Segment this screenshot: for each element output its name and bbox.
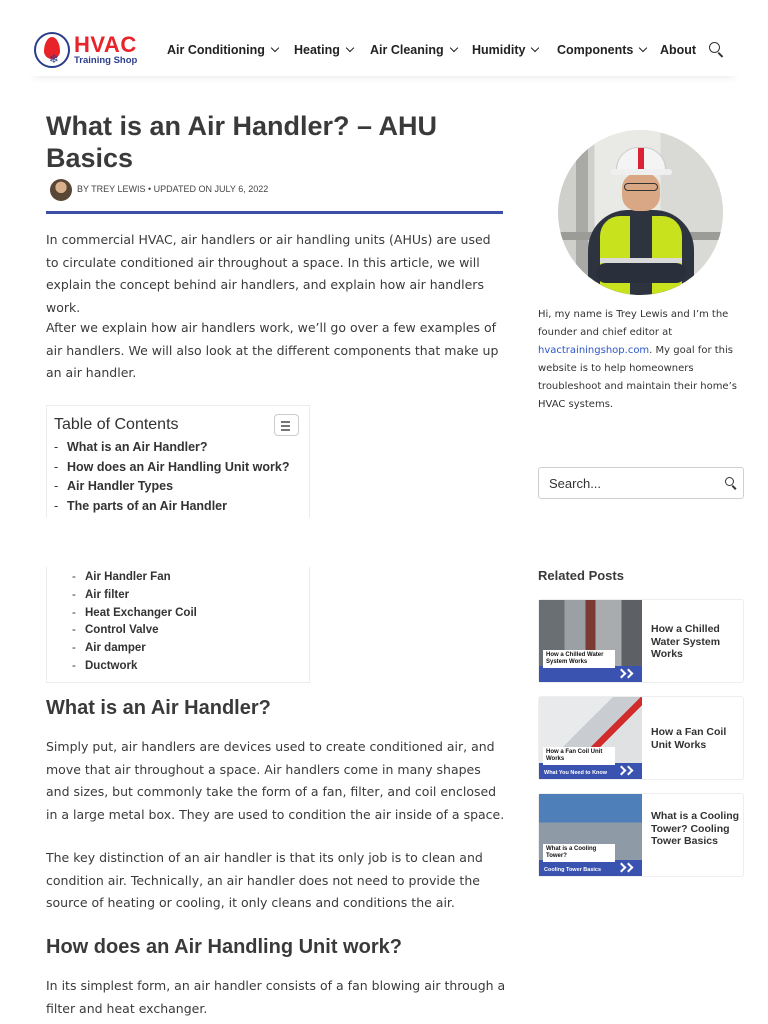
toc-link-label: What is an Air Handler? — [67, 440, 208, 454]
section-paragraph: The key distinction of an air handler is that its only job is to clean and condition air. Technically, an air handler does not need to provide the source of heating or cooling, it only cleans and conditions the air. — [46, 850, 483, 910]
toc-sublink-label: Air filter — [85, 588, 130, 601]
chevron-down-icon — [531, 44, 539, 52]
related-post-title: What is a Cooling Tower? Cooling Tower Basics — [651, 810, 740, 847]
related-post-card[interactable] — [538, 696, 744, 780]
nav-label: Air Cleaning — [370, 43, 444, 57]
toc-sublink-label: Ductwork — [85, 659, 138, 672]
intro-paragraph: In commercial HVAC, air handlers or air handling units (AHUs) are used to circulate conditioned air throughout a space. In this article, we will explain the concept behind air handlers, and explain how air handlers work. — [46, 232, 491, 315]
nav-item-about[interactable] — [660, 43, 696, 57]
toc-link-label: Air Handler Types — [67, 479, 174, 494]
toc-sublink[interactable]: - Heat Exchanger Coil — [72, 606, 197, 619]
toc-link[interactable]: - The parts of an Air Handler — [54, 499, 227, 514]
chevron-down-icon — [449, 44, 457, 52]
toc-link-label: How does an Air Handling Unit work? — [67, 459, 290, 474]
toc-list — [54, 438, 289, 517]
sidebar-search[interactable] — [538, 467, 744, 499]
table-of-contents — [46, 405, 310, 518]
related-post-title: How a Chilled Water System Works — [651, 623, 721, 660]
toc-sublist-box — [46, 567, 310, 683]
nav-label: Air Conditioning — [167, 43, 265, 57]
related-post-thumbnail — [539, 600, 642, 682]
site-logo[interactable] — [34, 32, 144, 72]
toc-sublink[interactable]: - Control Valve — [72, 624, 159, 637]
search-icon[interactable] — [725, 477, 737, 489]
toc-toggle-button[interactable] — [274, 414, 299, 436]
toc-sublist — [72, 569, 197, 676]
related-post-thumbnail — [539, 697, 642, 779]
title-divider — [46, 211, 503, 214]
toc-sublink-label: Control Valve — [85, 624, 159, 637]
thumbnail-subtitle: What You Need to Know — [544, 770, 608, 776]
search-icon[interactable] — [709, 42, 725, 58]
section-heading: What is an Air Handler? — [46, 697, 271, 719]
double-chevron-icon — [618, 766, 636, 776]
related-post-title: How a Fan Coil Unit Works — [651, 726, 727, 751]
toc-link[interactable]: - What is an Air Handler? — [54, 440, 208, 454]
logo-subtitle: Training Shop — [74, 55, 138, 66]
nav-label: About — [660, 43, 697, 57]
bio-text: Hi, my name is Trey Lewis and I’m the founder and chief editor at — [538, 309, 729, 338]
related-post-thumbnail — [539, 794, 642, 876]
chevron-down-icon — [271, 44, 279, 52]
byline-text: BY TREY LEWIS • UPDATED ON JULY 6, 2022 — [77, 184, 269, 194]
nav-item-air-conditioning[interactable] — [167, 43, 278, 57]
toc-sublink[interactable]: - Air filter — [72, 588, 130, 601]
toc-sublink-label: Air Handler Fan — [85, 571, 171, 583]
bio-text: . My goal for this website is to help homeowners troubleshoot and maintain their home’s HVAC systems. — [538, 345, 737, 410]
nav-label: Components — [557, 43, 634, 57]
toc-link-label: The parts of an Air Handler — [67, 499, 227, 514]
nav-item-components[interactable] — [557, 43, 646, 57]
nav-item-humidity[interactable] — [472, 43, 538, 57]
thumbnail-label: What is a Cooling Tower? — [543, 844, 615, 862]
related-post-card[interactable] — [538, 793, 744, 877]
double-chevron-icon — [618, 863, 636, 873]
thumbnail-label: How a Fan Coil Unit Works — [543, 747, 615, 765]
logo-badge — [34, 32, 70, 68]
toc-link[interactable]: - Air Handler Types — [54, 479, 174, 494]
related-post-card[interactable] — [538, 599, 744, 683]
toc-sublink[interactable]: - Ductwork — [72, 659, 138, 672]
toc-sublink[interactable]: - Air Handler Fan — [72, 571, 171, 583]
toc-link[interactable]: - How does an Air Handling Unit work? — [54, 459, 290, 474]
thumbnail-subtitle: Cooling Tower Basics — [544, 867, 602, 873]
toc-sublink-label: Air damper — [85, 642, 146, 655]
nav-item-air-cleaning[interactable] — [370, 43, 457, 57]
search-input[interactable]: Search... — [549, 476, 602, 491]
nav-label: Heating — [294, 43, 340, 57]
author-avatar — [50, 179, 72, 201]
author-bio — [538, 306, 743, 414]
article-title: What is an Air Handler? – AHU Basics — [46, 111, 438, 173]
double-chevron-icon — [618, 669, 636, 679]
site-header — [0, 0, 768, 100]
snowflake-icon: ❄ — [49, 52, 60, 66]
nav-item-heating[interactable] — [294, 43, 353, 57]
toc-title: Table of Contents — [54, 416, 179, 433]
section-paragraph: In its simplest form, an air handler consists of a fan blowing air through a filter and heat exchanger. — [46, 978, 506, 1016]
section-paragraph: Simply put, air handlers are devices used to create conditioned air, and move that air throughout a space. Air handlers come in many shapes and sizes, but commonly take the form of a fan, filter, and coil enclosed in a large metal box. They are used to condition the air inside of a space. — [46, 739, 505, 822]
site-link[interactable]: hvactrainingshop.com — [538, 345, 650, 356]
toc-sublink[interactable]: - Air damper — [72, 642, 146, 655]
chevron-down-icon — [346, 44, 354, 52]
chevron-down-icon — [639, 44, 647, 52]
logo-title: HVAC — [74, 32, 137, 57]
section-heading: How does an Air Handling Unit work? — [46, 936, 402, 958]
thumbnail-label: How a Chilled Water System Works — [543, 650, 615, 668]
author-photo — [558, 130, 723, 295]
intro-paragraph: After we explain how air handlers work, we’ll go over a few examples of air handlers. We will also look at the different components that make up an air handler. — [46, 320, 499, 380]
related-posts-heading: Related Posts — [538, 568, 624, 583]
toc-sublink-label: Heat Exchanger Coil — [85, 606, 197, 619]
nav-label: Humidity — [472, 43, 526, 57]
